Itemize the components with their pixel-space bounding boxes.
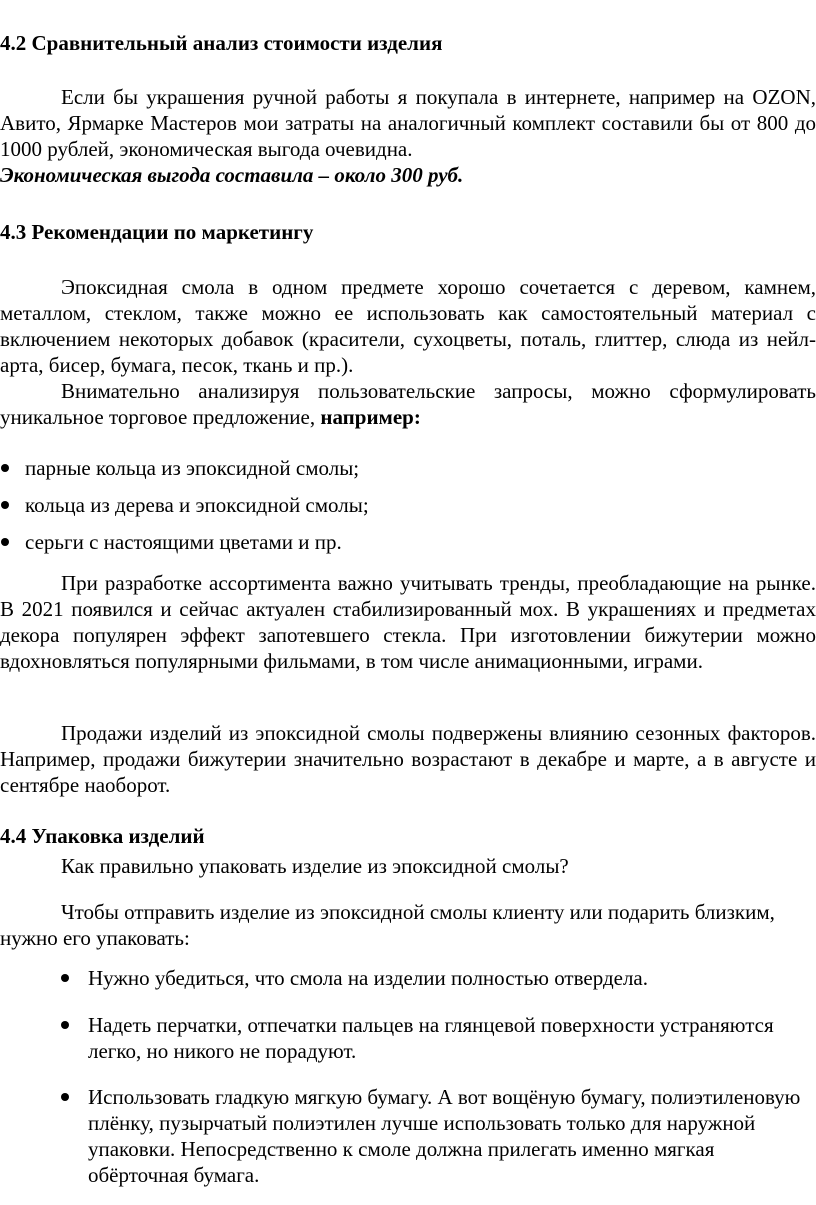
section-heading-4-3: 4.3 Рекомендации по маркетингу	[0, 220, 314, 244]
paragraph-materials: Эпоксидная смола в одном предмете хорошо сочетается с деревом, камнем, металлом, стеклом, также можно ее использовать как самостоятельный материал с включением некоторых добавок (красители, сухоцветы, поталь, глиттер, слюда из нейл-арта, бисер, бумага, песок, ткань и пр.).	[0, 275, 816, 377]
paragraph-usp-bold: например:	[320, 405, 421, 429]
list-item-text: Надеть перчатки, отпечатки пальцев на глянцевой поверхности устраняются легко, но никого не порадуют.	[88, 1013, 774, 1063]
paragraph-usp	[0, 378, 816, 430]
list-item-text: парные кольца из эпоксидной смолы;	[25, 456, 360, 480]
section-heading-4-2: 4.2 Сравнительный анализ стоимости изделия	[0, 31, 443, 55]
economic-benefit-emphasis: Экономическая выгода составила – около 300 руб.	[0, 163, 464, 187]
paragraph-packaging-intro: Чтобы отправить изделие из эпоксидной смолы клиенту или подарить близким, нужно его упаковать:	[0, 900, 775, 950]
paragraph-cost-comparison: Если бы украшения ручной работы я покупала в интернете, например на OZON, Авито, Ярмарке Мастеров мои затраты на аналогичный комплект составили бы от 800 до 1000 рублей, экономическая выгода очевидна.	[0, 85, 816, 161]
bullet-icon	[61, 974, 69, 982]
list-item-text: кольца из дерева и эпоксидной смолы;	[25, 493, 369, 517]
section-heading-4-4: 4.4 Упаковка изделий	[0, 824, 205, 848]
bullet-icon	[1, 538, 9, 546]
paragraph-seasonality: Продажи изделий из эпоксидной смолы подвержены влиянию сезонных факторов. Например, продажи бижутерии значительно возрастают в декабре и марте, а в августе и сентябре наоборот.	[0, 721, 816, 797]
bullet-icon	[1, 501, 9, 509]
paragraph-usp-text: Внимательно анализируя пользовательские запросы, можно сформулировать уникальное торговое предложение,	[0, 379, 816, 429]
bullet-icon	[61, 1021, 69, 1029]
list-item-text: Нужно убедиться, что смола на изделии полностью отвердела.	[88, 966, 648, 990]
paragraph-trends: При разработке ассортимента важно учитывать тренды, преобладающие на рынке. В 2021 появился и сейчас актуален стабилизированный мох. В украшениях и предметах декора популярен эффект запотевшего стекла. При изготовлении бижутерии можно вдохновляться популярными фильмами, в том числе анимационными, играми.	[0, 571, 816, 673]
paragraph-packaging-question: Как правильно упаковать изделие из эпоксидной смолы?	[61, 854, 569, 878]
list-item-text: Использовать гладкую мягкую бумагу. А вот вощёную бумагу, полиэтиленовую плёнку, пузырчатый полиэтилен лучше использовать только для наружной упаковки. Непосредственно к смоле должна прилегать именно мягкая обёрточная бумага.	[88, 1085, 801, 1187]
list-item-text: серьги с настоящими цветами и пр.	[25, 530, 342, 554]
bullet-icon	[61, 1093, 69, 1101]
bullet-icon	[1, 464, 9, 472]
